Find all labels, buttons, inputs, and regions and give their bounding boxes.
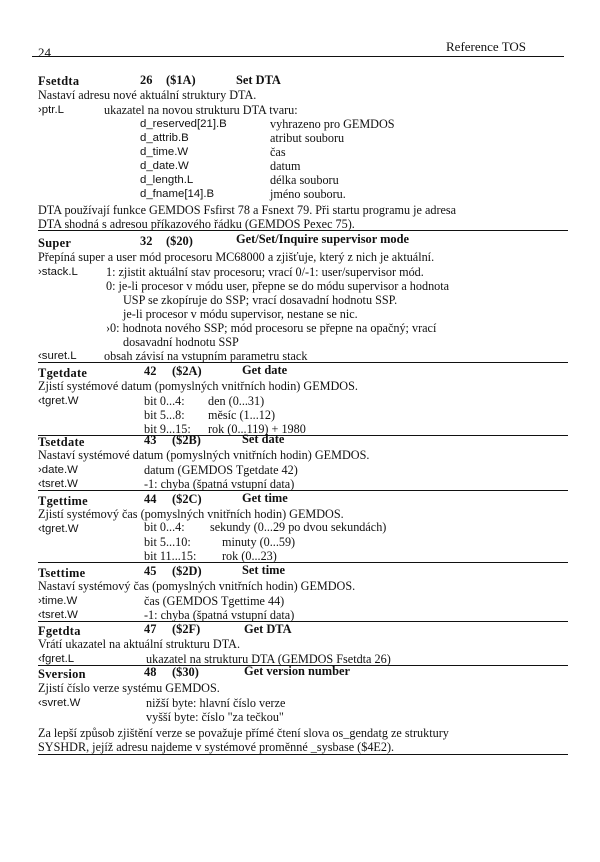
tsettime-param: ›time.W (38, 595, 78, 607)
section-divider (38, 230, 568, 231)
sversion-note-1: Za lepší způsob zjištění verze se považuje přímé čtení slova os_gendatg ze struktury (38, 726, 449, 740)
tgettime-name: Tgettime (38, 494, 88, 508)
super-ret-desc: obsah závisí na vstupním parametru stack (104, 349, 308, 363)
tgetdate-bits: bit 0...4: (144, 394, 185, 408)
dta-field-desc: čas (270, 145, 286, 159)
tgettime-desc: Zjistí systémový čas (pomyslných vnitřních hodin) GEMDOS. (38, 507, 344, 521)
tsettime-name: Tsettime (38, 566, 86, 580)
dta-field-name: d_attrib.B (140, 132, 189, 144)
super-line-2: 0: je-li procesor v módu user, přepne se do módu supervisor a hodnota (106, 279, 450, 293)
tsetdate-name: Tsetdate (38, 435, 85, 449)
fgetdta-ret-desc: ukazatel na strukturu DTA (GEMDOS Fsetdta 26) (146, 652, 391, 666)
tsettime-title: Set time (242, 563, 286, 577)
tsettime-param-desc: čas (GEMDOS Tgettime 44) (144, 594, 285, 608)
dta-field-desc: vyhrazeno pro GEMDOS (270, 117, 395, 131)
section-divider (38, 754, 568, 755)
tgetdate-name: Tgetdate (38, 366, 88, 380)
tgetdate-title: Get date (242, 363, 288, 377)
tgettime-val: minuty (0...59) (222, 535, 296, 549)
fsetdta-note-1: DTA používají funkce GEMDOS Fsfirst 78 a Fsnext 79. Při startu programu je adresa (38, 203, 457, 217)
tsetdate-ret: ‹tsret.W (38, 478, 78, 490)
tgetdate-desc: Zjistí systémové datum (pomyslných vnitřních hodin) GEMDOS. (38, 379, 358, 393)
fsetdta-num: 26 (140, 73, 153, 87)
sversion-ret-desc-2: vyšší byte: číslo "za tečkou" (146, 710, 284, 724)
sversion-num: 48 (144, 665, 157, 679)
tgetdate-val: rok (0...119) + 1980 (208, 422, 306, 436)
tsetdate-code: ($2B) (172, 433, 201, 447)
fgetdta-code: ($2F) (172, 622, 201, 636)
fgetdta-title: Get DTA (244, 622, 292, 636)
tgettime-bits: bit 11...15: (144, 549, 197, 563)
tgettime-bits: bit 0...4: (144, 520, 185, 534)
tgettime-title: Get time (242, 491, 288, 505)
dta-field-name: d_length.L (140, 174, 194, 186)
tgettime-code: ($2C) (172, 492, 202, 506)
tgetdate-ret: ‹tgret.W (38, 395, 79, 407)
header-rule (32, 56, 564, 57)
fgetdta-num: 47 (144, 622, 157, 636)
tgettime-val: rok (0...23) (222, 549, 277, 563)
tgettime-num: 44 (144, 492, 157, 506)
dta-field-name: d_fname[14].B (140, 188, 215, 200)
fsetdta-param: ›ptr.L (38, 104, 64, 116)
sversion-title: Get version number (244, 664, 350, 678)
sversion-desc: Zjistí číslo verze systému GEMDOS. (38, 681, 220, 695)
tsettime-num: 45 (144, 564, 157, 578)
super-title: Get/Set/Inquire supervisor mode (236, 232, 410, 246)
tsetdate-desc: Nastaví systémové datum (pomyslných vnitřních hodin) GEMDOS. (38, 448, 370, 462)
section-divider (38, 621, 568, 622)
tgettime-ret: ‹tgret.W (38, 523, 79, 535)
super-code: ($20) (166, 234, 193, 248)
running-title: Reference TOS (446, 39, 527, 54)
tgetdate-val: den (0...31) (208, 394, 265, 408)
fgetdta-name: Fgetdta (38, 624, 81, 638)
dta-field-desc: jméno souboru. (270, 187, 346, 201)
fsetdta-code: ($1A) (166, 73, 196, 87)
tsetdate-ret-desc: -1: chyba (špatná vstupní data) (144, 477, 295, 491)
tsettime-ret-desc: -1: chyba (špatná vstupní data) (144, 608, 295, 622)
sversion-name: Sversion (38, 667, 86, 681)
fsetdta-note-2: DTA shodná s adresou příkazového řádku (GEMDOS Pexec 75). (38, 217, 355, 231)
sversion-ret-desc-1: nižší byte: hlavní číslo verze (146, 696, 286, 710)
fsetdta-param-desc: ukazatel na novou strukturu DTA tvaru: (104, 103, 298, 117)
tgettime-bits: bit 5...10: (144, 535, 191, 549)
super-line-5: ›0: hodnota nového SSP; mód procesoru se přepne na opačný; vrací (106, 321, 437, 335)
tgetdate-val: měsíc (1...12) (208, 408, 276, 422)
super-desc: Přepíná super a user mód procesoru MC68000 a zjišťuje, který z nich je aktuální. (38, 250, 435, 264)
section-divider (38, 435, 568, 436)
dta-field-name: d_reserved[21].B (140, 118, 227, 130)
fsetdta-name: Fsetdta (38, 74, 80, 88)
tsetdate-param-desc: datum (GEMDOS Tgetdate 42) (144, 463, 298, 477)
dta-field-desc: délka souboru (270, 173, 339, 187)
dta-field-name: d_date.W (140, 160, 189, 172)
fsetdta-desc: Nastaví adresu nové aktuální struktury DTA. (38, 88, 257, 102)
super-param: ›stack.L (38, 266, 78, 278)
super-line-3: USP se zkopíruje do SSP; vrací dosavadní hodnotu SSP. (123, 293, 398, 307)
tsetdate-title: Set date (242, 432, 285, 446)
tgetdate-code: ($2A) (172, 364, 202, 378)
fsetdta-title: Set DTA (236, 73, 281, 87)
dta-field-name: d_time.W (140, 146, 189, 158)
fgetdta-ret: ‹fgret.L (38, 653, 75, 665)
sversion-code: ($30) (172, 665, 199, 679)
section-divider (38, 362, 568, 363)
tgetdate-bits: bit 9...15: (144, 422, 191, 436)
tsetdate-param: ›date.W (38, 464, 78, 476)
sversion-ret: ‹svret.W (38, 697, 81, 709)
tsettime-ret: ‹tsret.W (38, 609, 78, 621)
super-ret: ‹suret.L (38, 350, 77, 362)
dta-field-desc: atribut souboru (270, 131, 345, 145)
super-line-6: dosavadní hodnotu SSP (123, 335, 239, 349)
super-num: 32 (140, 234, 153, 248)
fgetdta-desc: Vrátí ukazatel na aktuální strukturu DTA. (38, 637, 241, 651)
super-line-1: 1: zjistit aktuální stav procesoru; vrací 0/-1: user/supervisor mód. (106, 265, 424, 279)
tsettime-code: ($2D) (172, 564, 202, 578)
section-divider (38, 490, 568, 491)
tgetdate-bits: bit 5...8: (144, 408, 185, 422)
dta-field-desc: datum (270, 159, 301, 173)
sversion-note-2: SYSHDR, jejíž adresu najdeme v systémové proměnné _sysbase ($4E2). (38, 740, 395, 754)
tsetdate-num: 43 (144, 433, 157, 447)
section-divider (38, 562, 568, 563)
super-name: Super (38, 236, 72, 250)
page-number: 24 (38, 45, 51, 60)
tgetdate-num: 42 (144, 364, 157, 378)
tgettime-val: sekundy (0...29 po dvou sekundách) (210, 520, 387, 534)
super-line-4: je-li procesor v módu supervisor, nestane se nic. (123, 307, 358, 321)
tsettime-desc: Nastaví systémový čas (pomyslných vnitřních hodin) GEMDOS. (38, 579, 356, 593)
